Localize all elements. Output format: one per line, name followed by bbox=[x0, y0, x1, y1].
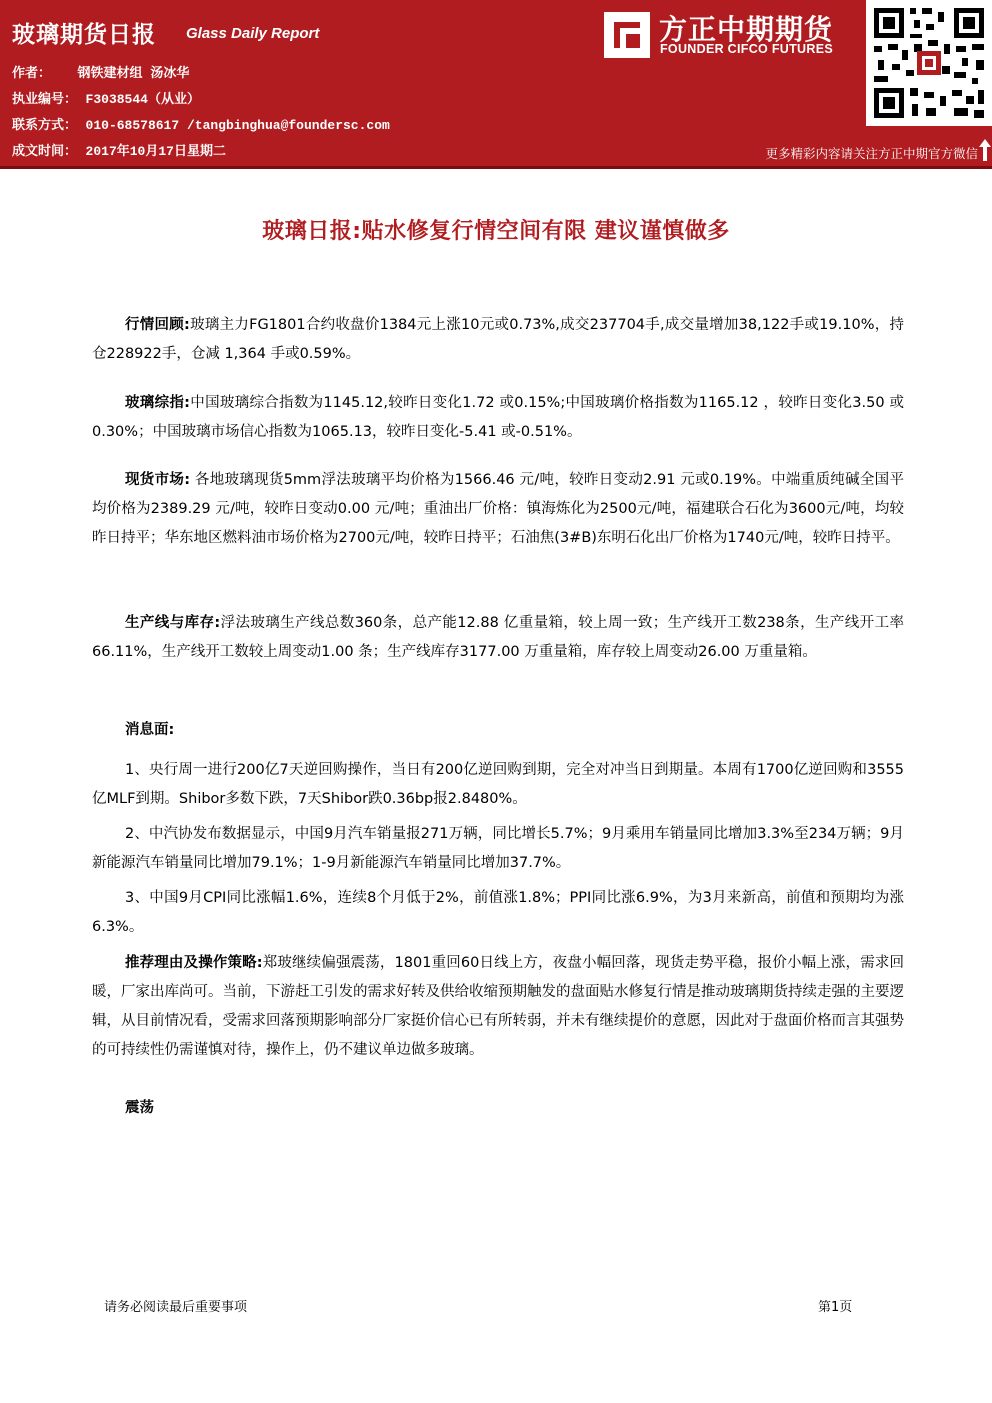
news-body: 1、央行周一进行200亿7天逆回购操作，当日有200亿逆回购到期，完全对冲当日到期量。本周有1700亿逆回购和3555亿MLF到期。Shibor多数下跌，7天Shibor跌0.36bp报2.8480%。 bbox=[92, 762, 904, 807]
report-title: 玻璃期货日报 bbox=[12, 22, 156, 48]
section-production-inventory bbox=[92, 609, 904, 667]
section-spot-market bbox=[92, 466, 904, 553]
section-heading: 消息面: bbox=[125, 722, 175, 738]
section-market-review bbox=[92, 311, 904, 369]
footer-notice: 请务必阅读最后重要事项 bbox=[104, 1300, 248, 1315]
author-value: 钢铁建材组 汤冰华 bbox=[77, 66, 190, 81]
license-row bbox=[12, 88, 200, 107]
section-news-heading bbox=[92, 716, 904, 745]
news-item-1 bbox=[92, 756, 904, 814]
news-item-3 bbox=[92, 884, 904, 942]
section-strategy bbox=[92, 949, 904, 1065]
date-label: 成文时间： bbox=[12, 144, 78, 159]
section-body: 浮法玻璃生产线总数360条，总产能12.88 亿重量箱，较上周一致；生产线开工数238条，生产线开工率66.11%，生产线开工数较上周变动1.00 条；生产线库存3177.00 万重量箱，库存较上周变动26.00 万重量箱。 bbox=[92, 615, 904, 660]
section-conclusion bbox=[92, 1094, 904, 1123]
up-arrow-icon bbox=[978, 137, 992, 163]
date-row bbox=[12, 140, 226, 159]
news-body: 2、中汽协发布数据显示，中国9月汽车销量报271万辆，同比增长5.7%；9月乘用车销量同比增加3.3%至234万辆；9月新能源汽车销量同比增加79.1%；1-9月新能源汽车销量同比增加37.7%。 bbox=[92, 826, 904, 871]
section-body: 玻璃主力FG1801合约收盘价1384元上涨10元或0.73%,成交237704手,成交量增加38,122手或19.10%，持仓228922手，仓减 1,364 手或0.59%。 bbox=[92, 317, 904, 362]
news-body: 3、中国9月CPI同比涨幅1.6%，连续8个月低于2%，前值涨1.8%；PPI同比涨6.9%，为3月来新高，前值和预期均为涨6.3%。 bbox=[92, 890, 904, 935]
page-number: 第1页 bbox=[818, 1300, 853, 1315]
logo-english-name: FOUNDER CIFCO FUTURES bbox=[660, 42, 833, 56]
contact-label: 联系方式： bbox=[12, 118, 78, 133]
contact-value: 010-68578617 /tangbinghua@foundersc.com bbox=[85, 118, 390, 133]
section-heading: 震荡 bbox=[125, 1100, 154, 1116]
contact-row bbox=[12, 114, 390, 133]
author-row bbox=[12, 62, 189, 81]
date-value: 2017年10月17日星期二 bbox=[85, 144, 226, 159]
section-heading: 行情回顾: bbox=[125, 317, 190, 333]
logo-chinese-name: 方正中期期货 bbox=[659, 13, 834, 46]
document-title: 玻璃日报:贴水修复行情空间有限 建议谨慎做多 bbox=[262, 219, 730, 244]
section-heading: 生产线与库存: bbox=[125, 615, 221, 631]
section-body: 郑玻继续偏强震荡，1801重回60日线上方，夜盘小幅回落，现货走势平稳，报价小幅上涨，需求回暖，厂家出库尚可。当前，下游赶工引发的需求好转及供给收缩预期触发的盘面贴水修复行情是推动玻璃期货持续走强的主要逻辑，从目前情况看，受需求回落预期影响部分厂家挺价信心已有所转弱，并未有继续提价的意愿，因此对于盘面价格而言其强势的可持续性仍需谨慎对待，操作上，仍不建议单边做多玻璃。 bbox=[92, 955, 904, 1058]
section-glass-index bbox=[92, 389, 904, 447]
license-value: F3038544（从业） bbox=[85, 92, 200, 107]
news-item-2 bbox=[92, 820, 904, 878]
follow-wechat-text: 更多精彩内容请关注方正中期官方微信 bbox=[765, 146, 978, 161]
section-body: 中国玻璃综合指数为1145.12,较昨日变化1.72 或0.15%;中国玻璃价格指数为1165.12 ，较昨日变化3.50 或0.30%；中国玻璃市场信心指数为1065.13，较昨日变化-5.41 或-0.51%。 bbox=[92, 395, 904, 440]
section-heading: 推荐理由及操作策略: bbox=[125, 955, 263, 971]
section-heading: 现货市场: bbox=[125, 472, 190, 488]
license-label: 执业编号： bbox=[12, 92, 78, 107]
founder-logo-icon bbox=[604, 12, 650, 58]
footer-divider bbox=[92, 1288, 904, 1289]
report-header bbox=[0, 0, 992, 166]
author-label: 作者： bbox=[12, 66, 52, 81]
section-heading: 玻璃综指: bbox=[125, 395, 190, 411]
report-subtitle: Glass Daily Report bbox=[186, 25, 320, 42]
header-divider bbox=[0, 166, 992, 169]
section-body: 各地玻璃现货5mm浮法玻璃平均价格为1566.46 元/吨，较昨日变动2.91 元或0.19%。中端重质纯碱全国平均价格为2389.29 元/吨，较昨日变动0.00 元/吨；重油出厂价格：镇海炼化为2500元/吨，福建联合石化为3600元/吨，均较昨日持平；华东地区燃料油市场价格为2700元/吨，较昨日持平；石油焦(3#B)东明石化出厂价格为1740元/吨，较昨日持平。 bbox=[92, 472, 904, 546]
qr-code-icon bbox=[866, 0, 992, 126]
